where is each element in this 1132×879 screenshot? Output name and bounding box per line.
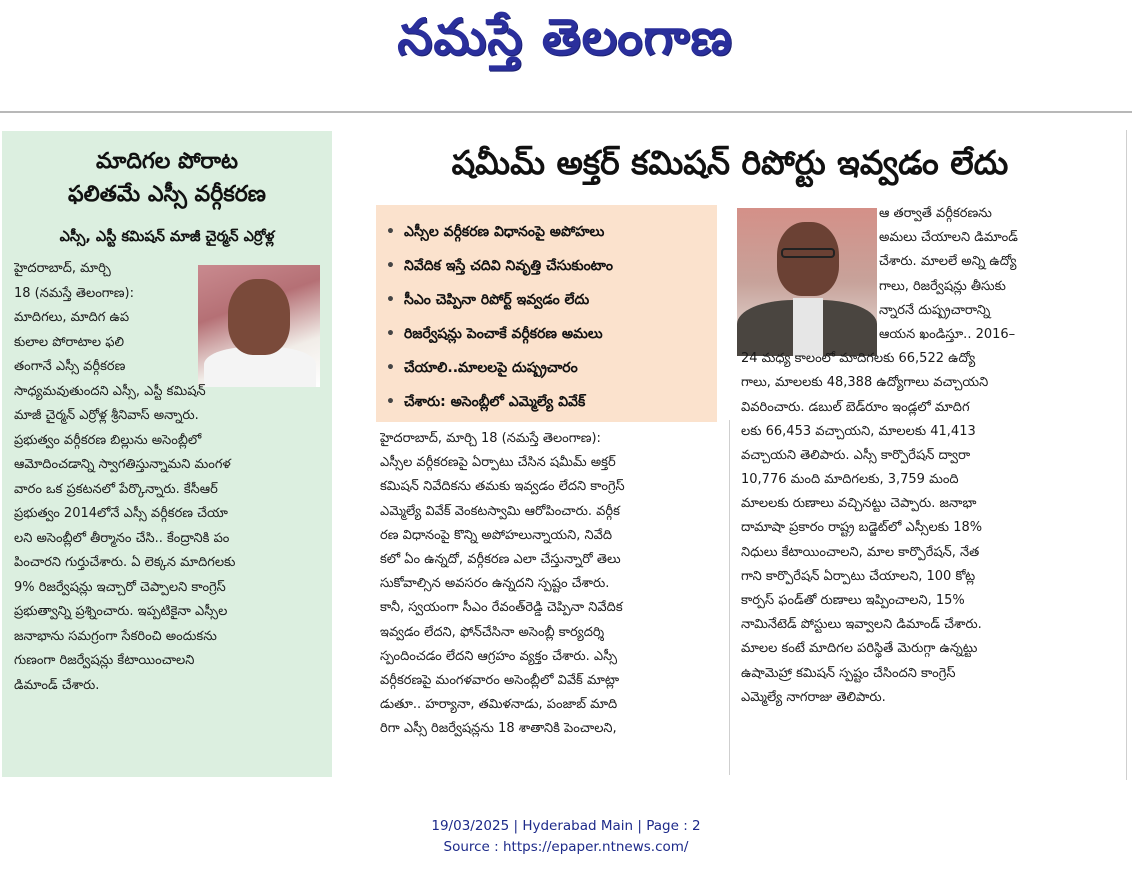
body-line: కానీ, స్వయంగా సీఎం రేవంత్‌రెడ్డి చెప్పినా నివేదిక bbox=[380, 600, 623, 616]
body-line: ఆయన ఖండిస్తూ.. 2016– bbox=[879, 326, 1016, 342]
highlight-item: • ఎస్సీల వర్గీకరణ విధానంపై అపోహలు bbox=[386, 215, 711, 249]
body-line: వర్గీకరణపై మంగళవారం అసెంబ్లీలో వివేక్ మాట్లా bbox=[380, 672, 620, 688]
highlight-item: • సీఎం చెప్పినా రిపోర్ట్ ఇవ్వడం లేదు bbox=[386, 283, 711, 317]
body-line: కులాల పోరాటాల ఫలి bbox=[14, 334, 124, 350]
body-line: జనాభాను సమగ్రంగా సేకరించి అందుకను bbox=[14, 628, 217, 644]
body-line: చేశారు. మాలలే అన్ని ఉద్యో bbox=[879, 254, 1017, 270]
body-line: హైదరాబాద్, మార్చి 18 (నమస్తే తెలంగాణ): bbox=[380, 431, 601, 446]
body-line: ప్రభుత్వాన్ని ప్రశ్నించారు. ఇప్పటికైనా ఎస్సీల bbox=[14, 604, 228, 619]
body-line: రణ విధానంపై కొన్ని అపోహలున్నాయని, నివేది bbox=[380, 527, 613, 543]
body-line: ఎమ్మెల్యే నాగరాజు తెలిపారు. bbox=[741, 689, 886, 705]
body-line: ప్రభుత్వం వర్గీకరణ బిల్లును అసెంబ్లీలో bbox=[14, 432, 202, 448]
body-line: స్పందించడం లేదని ఆగ్రహం వ్యక్తం చేశారు. ఎస్సీ bbox=[380, 648, 617, 664]
masthead-logo bbox=[300, 8, 830, 78]
column-divider bbox=[1126, 130, 1127, 780]
side-story bbox=[2, 131, 332, 777]
body-line: ఆమోదించడాన్ని స్వాగతిస్తున్నామని మంగళ bbox=[14, 457, 231, 472]
body-line: ఎస్సీల వర్గీకరణపై ఏర్పాటు చేసిన షమీమ్ అక్తర్ bbox=[380, 455, 616, 471]
body-line: డిమాండ్ చేశారు. bbox=[14, 677, 100, 693]
main-headline: షమీమ్ అక్తర్ కమిషన్ రిపోర్టు ఇవ్వడం లేదు bbox=[451, 143, 1009, 182]
body-line: ఉషామెహ్రా కమిషన్ స్పష్టం చేసిందని కాంగ్రెస్ bbox=[741, 665, 956, 681]
body-line: కార్పస్ ఫండ్‌తో రుణాలు ఇప్పించాలని, 15% bbox=[741, 593, 965, 608]
body-line: మాజీ చైర్మన్ ఎర్రోళ్ల శ్రీనివాస్ అన్నారు. bbox=[14, 408, 199, 423]
body-line: కలో ఏం ఉన్నదో, వర్గీకరణ ఎలా చేస్తున్నారో తెలు bbox=[380, 551, 621, 567]
body-line: వివరించారు. డబుల్ బెడ్‌రూం ఇండ్లలో మాదిగ bbox=[741, 399, 970, 415]
body-line: ప్రభుత్వం 2014లోనే ఎస్సీ వర్గీకరణ చేయా bbox=[14, 506, 228, 521]
body-line: అమలు చేయాలని డిమాండ్ bbox=[879, 230, 1018, 246]
body-line: 10,776 మంది మాదిగలకు, 3,759 మంది bbox=[741, 472, 959, 488]
masthead-rule bbox=[0, 111, 1132, 113]
side-story-headline bbox=[2, 145, 332, 211]
body-line: కమిషన్ నివేదికను తమకు ఇవ్వడం లేదని కాంగ్రెస్ bbox=[380, 479, 625, 495]
body-line: ఇవ్వడం లేదని, ఫోన్‌చేసినా అసెంబ్లీ కార్యదర్శి bbox=[380, 624, 605, 640]
highlight-item-continued: • చేయాలి..మాలలపై దుష్ప్రచారం bbox=[386, 351, 711, 385]
side-headline-line: మాదిగల పోరాట bbox=[96, 149, 238, 174]
body-line: వారం ఒక ప్రకటనలో పేర్కొన్నారు. కేసీఆర్ bbox=[14, 481, 218, 497]
body-line: లని అసెంబ్లీలో తీర్మానం చేసి.. కేంద్రానికి పం bbox=[14, 530, 230, 546]
highlight-item: • నివేదిక ఇస్తే చదివి నివృత్తి చేసుకుంటాం bbox=[386, 249, 711, 283]
body-line: సాధ్యమవుతుందని ఎస్సీ, ఎస్టీ కమిషన్ bbox=[14, 383, 206, 399]
body-line: మాదిగలు, మాదిగ ఉప bbox=[14, 310, 130, 325]
masthead-title: నమస్తే తెలంగాణ bbox=[397, 7, 733, 66]
column-divider bbox=[729, 420, 730, 775]
page-footer bbox=[0, 816, 1132, 858]
footer-source: Source : https://epaper.ntnews.com/ bbox=[443, 839, 689, 855]
body-line: లకు 66,453 వచ్చాయని, మాలలకు 41,413 bbox=[741, 423, 976, 439]
body-line: 9% రిజర్వేషన్లు ఇచ్చారో చెప్పాలని కాంగ్రెస్ bbox=[14, 579, 226, 595]
main-story-column-2 bbox=[741, 202, 1081, 710]
body-line: ఎమ్మెల్యే వివేక్ వెంకటస్వామి ఆరోపించారు. వర్గీక bbox=[380, 503, 620, 519]
body-line: వచ్చాయని తెలిపారు. ఎస్సీ కార్పొరేషన్ ద్వారా bbox=[741, 447, 971, 463]
body-line: దామాషా ప్రకారం రాష్ట్ర బడ్జెట్‌లో ఎస్సీలకు 18% bbox=[741, 520, 983, 536]
body-line: హైదరాబాద్, మార్చి bbox=[14, 261, 111, 276]
body-line: డుతూ.. హర్యానా, తమిళనాడు, పంజాబ్ మాది bbox=[380, 697, 618, 713]
body-line: సుకోవాల్సిన అవసరం ఉన్నదని స్పష్టం చేశారు. bbox=[380, 576, 610, 592]
body-line: మాలలకు రుణాలు వచ్చినట్టు చెప్పారు. జనాభా bbox=[741, 496, 977, 512]
body-line: మాలల కంటే మాదిగల పరిస్థితే మెరుగ్గా ఉన్నట్టు bbox=[741, 641, 978, 657]
body-line: గాలు, మాలలకు 48,388 ఉద్యోగాలు వచ్చాయని bbox=[741, 375, 989, 391]
side-headline-line: ఫలితమే ఎస్సీ వర్గీకరణ bbox=[68, 182, 266, 207]
footer-edition: 19/03/2025 | Hyderabad Main | Page : 2 bbox=[431, 818, 701, 834]
body-line: 18 (నమస్తే తెలంగాణ): bbox=[14, 285, 134, 301]
body-line: పించారని గుర్తుచేశారు. ఏ లెక్కన మాదిగలకు bbox=[14, 555, 236, 570]
body-line: తంగానే ఎస్సీ వర్గీకరణ bbox=[14, 359, 126, 374]
side-story-subhead: ఎస్సీ, ఎస్టీ కమిషన్ మాజీ చైర్మన్ ఎర్రోళ్ల bbox=[59, 229, 275, 245]
body-line: ఆ తర్వాతే వర్గీకరణను bbox=[879, 206, 992, 221]
body-line: రిగా ఎస్సీ రిజర్వేషన్లను 18 శాతానికి పెంచాలని, bbox=[380, 721, 617, 737]
body-line: నామినేటెడ్ పోస్టులు ఇవ్వాలని డిమాండ్ చేశారు. bbox=[741, 617, 982, 633]
body-line: 24 మధ్య కాలంలో మాదిగలకు 66,522 ఉద్యో bbox=[741, 351, 976, 367]
main-story-column-1 bbox=[380, 427, 718, 741]
body-line: న్నారనే దుష్ప్రచారాన్ని bbox=[879, 302, 991, 318]
highlight-item-continued: • చేశారు: అసెంబ్లీలో ఎమ్మెల్యే వివేక్ bbox=[386, 385, 711, 419]
highlights-box bbox=[376, 205, 717, 422]
body-line: నిధులు కేటాయించాలని, మాల కార్పొరేషన్, నేత bbox=[741, 544, 980, 560]
side-story-body bbox=[14, 257, 324, 698]
highlight-item: • రిజర్వేషన్లు పెంచాకే వర్గీకరణ అమలు bbox=[386, 317, 711, 351]
body-line: గుణంగా రిజర్వేషన్లు కేటాయించాలని bbox=[14, 653, 195, 668]
body-line: గాని కార్పొరేషన్ ఏర్పాటు చేయాలని, 100 కోట్ల bbox=[741, 568, 976, 584]
body-line: గాలు, రిజర్వేషన్లు తీసుకు bbox=[879, 278, 1006, 294]
